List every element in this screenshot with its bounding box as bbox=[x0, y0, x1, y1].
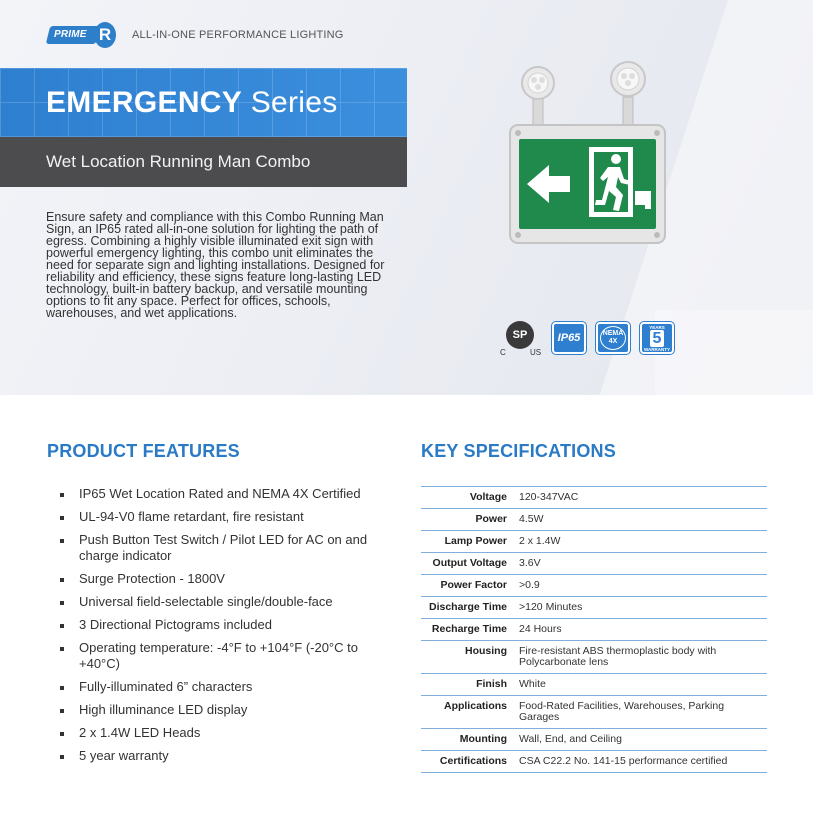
spec-value: 2 x 1.4W bbox=[519, 535, 561, 547]
certification-badges bbox=[500, 318, 674, 358]
list-item: High illuminance LED display bbox=[58, 702, 388, 718]
spec-key: Power Factor bbox=[440, 579, 507, 591]
spec-value: Wall, End, and Ceiling bbox=[519, 733, 622, 745]
table-row bbox=[421, 553, 767, 575]
nema-4x-badge bbox=[596, 322, 630, 354]
spec-value: Food-Rated Facilities, Warehouses, Parking Garages bbox=[519, 700, 725, 723]
logo-text: PRIME bbox=[54, 29, 87, 40]
warranty-years: YEARS bbox=[649, 324, 665, 330]
lamp-head-right-icon bbox=[611, 62, 645, 129]
spec-key: Certifications bbox=[439, 755, 507, 767]
brand-tagline: ALL-IN-ONE PERFORMANCE LIGHTING bbox=[132, 29, 344, 41]
lamp-head-left-icon bbox=[522, 67, 554, 129]
table-row bbox=[421, 751, 767, 773]
list-item: IP65 Wet Location Rated and NEMA 4X Certified bbox=[58, 486, 388, 502]
csa-c: C bbox=[500, 348, 506, 357]
spec-key: Power bbox=[475, 513, 507, 525]
spec-key: Voltage bbox=[469, 491, 507, 503]
warranty-badge bbox=[640, 322, 674, 354]
spec-value: 4.5W bbox=[519, 513, 544, 525]
spec-value: 120-347VAC bbox=[519, 491, 579, 503]
spec-key: Housing bbox=[465, 645, 507, 657]
table-row bbox=[421, 641, 767, 674]
series-title-light: Series bbox=[250, 86, 338, 119]
table-row bbox=[421, 575, 767, 597]
list-item: 5 year warranty bbox=[58, 748, 388, 764]
specs-table bbox=[421, 486, 767, 773]
list-item: Push Button Test Switch / Pilot LED for AC on and charge indicator bbox=[58, 532, 388, 564]
background-shape bbox=[655, 310, 813, 395]
warranty-label: WARRANTY bbox=[644, 346, 670, 352]
list-item: Surge Protection - 1800V bbox=[58, 571, 388, 587]
nema-rating: 4X bbox=[608, 338, 618, 345]
list-item: Universal field-selectable single/double-face bbox=[58, 594, 388, 610]
spec-key: Recharge Time bbox=[431, 623, 507, 635]
spec-value: White bbox=[519, 678, 546, 690]
spec-key: Mounting bbox=[459, 733, 507, 745]
prime-logo[interactable] bbox=[48, 22, 116, 48]
table-row bbox=[421, 619, 767, 641]
list-item: 3 Directional Pictograms included bbox=[58, 617, 388, 633]
list-item: UL-94-V0 flame retardant, fire resistant bbox=[58, 509, 388, 525]
features-heading: PRODUCT FEATURES bbox=[47, 441, 240, 461]
list-item: Operating temperature: -4°F to +104°F (-20°C to +40°C) bbox=[58, 640, 388, 672]
subtitle-banner bbox=[0, 137, 407, 187]
series-title-bold: EMERGENCY bbox=[46, 86, 243, 119]
csa-us: US bbox=[530, 348, 542, 357]
csa-mark: SP bbox=[506, 321, 534, 349]
list-item: 2 x 1.4W LED Heads bbox=[58, 725, 388, 741]
spec-key: Output Voltage bbox=[432, 557, 507, 569]
spec-value: >0.9 bbox=[519, 579, 540, 591]
nema-ring bbox=[600, 326, 626, 350]
spec-value: CSA C22.2 No. 141-15 performance certified bbox=[519, 755, 728, 767]
logo-mark: R bbox=[94, 22, 116, 48]
spec-value: >120 Minutes bbox=[519, 601, 583, 613]
csa-badge bbox=[500, 318, 542, 358]
ip65-badge: IP65 bbox=[552, 322, 586, 354]
table-row bbox=[421, 487, 767, 509]
features-list bbox=[58, 486, 388, 771]
series-title bbox=[46, 86, 338, 120]
table-row bbox=[421, 597, 767, 619]
spec-key: Discharge Time bbox=[428, 601, 507, 613]
table-row bbox=[421, 531, 767, 553]
spec-value: Fire-resistant ABS thermoplastic body with Polycarbonate lens bbox=[519, 645, 717, 668]
table-row bbox=[421, 674, 767, 696]
series-banner bbox=[0, 68, 407, 137]
table-row bbox=[421, 729, 767, 751]
spec-key: Applications bbox=[443, 700, 507, 712]
spec-key: Finish bbox=[476, 678, 507, 690]
nema-label: NEMA bbox=[602, 330, 624, 337]
specs-heading: KEY SPECIFICATIONS bbox=[421, 441, 616, 461]
intro-paragraph: Ensure safety and compliance with this Combo Running Man Sign, an IP65 rated all-in-one solution for lighting the path of egress. Combining a highly visible illuminated exit sign with powerful emergency lighting, this combo unit eliminates the need for separate sign and lighting installations. Designed for reliability and efficiency, these signs feature long-lasting LED technology, built-in battery backup, and versatile mounting options to fit any space. Perfect for offices, schools, warehouses, and wet applications. bbox=[46, 210, 385, 320]
spec-value: 3.6V bbox=[519, 557, 541, 569]
warranty-number: 5 bbox=[650, 330, 664, 347]
brand-header bbox=[48, 22, 344, 48]
table-row bbox=[421, 509, 767, 531]
spec-value: 24 Hours bbox=[519, 623, 562, 635]
list-item: Fully-illuminated 6” characters bbox=[58, 679, 388, 695]
hero-section bbox=[0, 0, 813, 395]
product-image bbox=[505, 55, 670, 255]
spec-key: Lamp Power bbox=[444, 535, 507, 547]
exit-sign-combo-illustration bbox=[505, 55, 670, 255]
product-subtitle: Wet Location Running Man Combo bbox=[46, 152, 311, 171]
table-row bbox=[421, 696, 767, 729]
